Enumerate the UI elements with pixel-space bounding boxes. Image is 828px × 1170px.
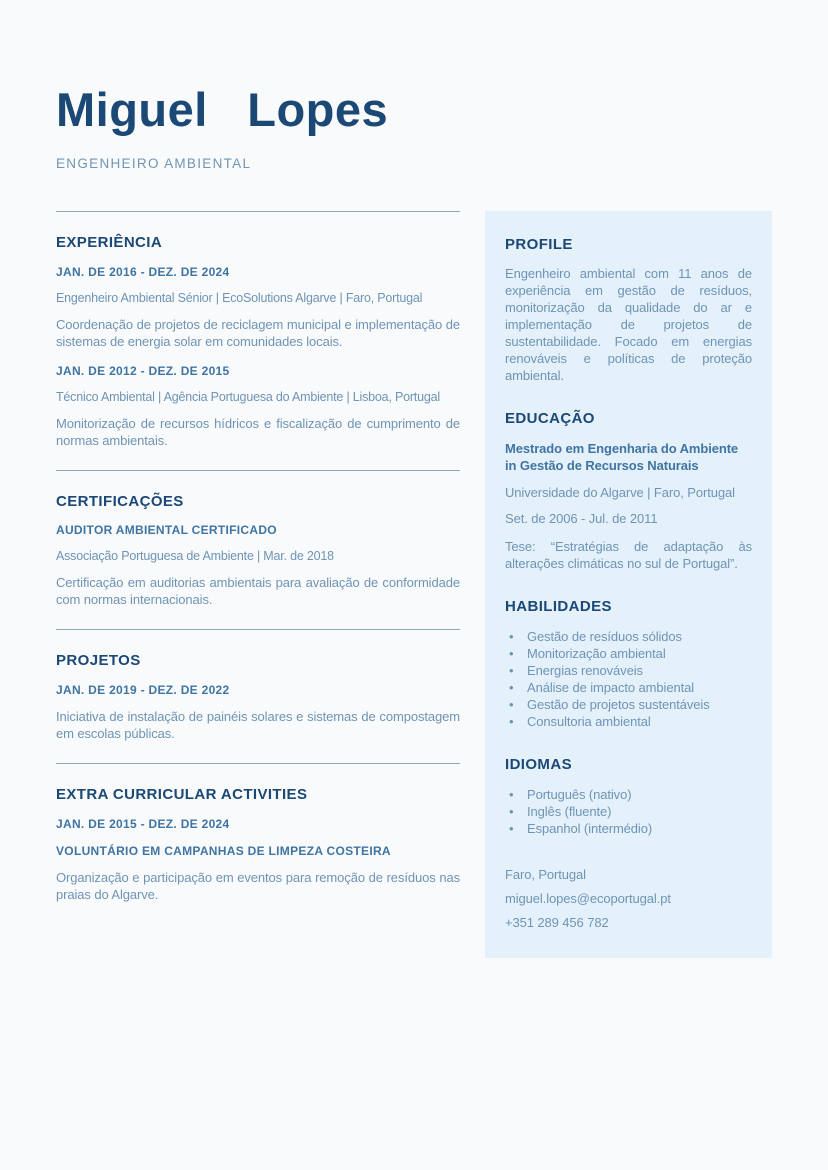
experience-entry <box>56 265 460 350</box>
entry-role: Técnico Ambiental | Agência Portuguesa do Ambiente | Lisboa, Portugal <box>56 390 440 404</box>
header <box>56 84 756 171</box>
skill-item: • Consultoria ambiental <box>509 713 752 730</box>
section-languages <box>505 756 752 837</box>
job-title: ENGENHEIRO AMBIENTAL <box>56 155 252 171</box>
education-heading: EDUCAÇÃO <box>505 410 595 427</box>
entry-description: Monitorização de recursos hídricos e fiscalização de cumprimento de normas ambientais. <box>56 416 460 448</box>
section-divider <box>56 629 460 630</box>
section-skills <box>505 598 752 730</box>
education-school: Universidade do Algarve | Faro, Portugal <box>505 485 735 500</box>
person-name: Miguel Lopes <box>56 83 389 136</box>
education-period: Set. de 2006 - Jul. de 2011 <box>505 511 658 526</box>
entry-period: JAN. DE 2016 - DEZ. DE 2024 <box>56 265 230 279</box>
extracurricular-heading: EXTRA CURRICULAR ACTIVITIES <box>56 786 308 803</box>
experience-heading: EXPERIÊNCIA <box>56 234 163 251</box>
certification-issuer: Associação Portuguesa de Ambiente | Mar. de 2018 <box>56 549 334 563</box>
profile-text: Engenheiro ambiental com 11 anos de experiência em gestão de resíduos, monitorização da qualidade do ar e implementação de projetos de sustentabilidade. Focado em energias renováveis e políticas de proteção ambiental. <box>505 266 752 383</box>
language-item: • Português (nativo) <box>509 786 752 803</box>
left-column <box>56 211 460 903</box>
contact-phone: +351 289 456 782 <box>505 915 609 930</box>
skill-item: • Análise de impacto ambiental <box>509 679 752 696</box>
section-profile <box>505 236 752 384</box>
entry-role: Engenheiro Ambiental Sénior | EcoSolutions Algarve | Faro, Portugal <box>56 291 423 305</box>
experience-entry <box>56 364 460 449</box>
section-extracurricular <box>56 786 460 903</box>
entry-period: JAN. DE 2012 - DEZ. DE 2015 <box>56 364 230 378</box>
section-projects <box>56 652 460 742</box>
skill-item: • Energias renováveis <box>509 662 752 679</box>
sidebar-panel <box>485 211 772 958</box>
skill-item: • Gestão de projetos sustentáveis <box>509 696 752 713</box>
projects-heading: PROJETOS <box>56 652 141 669</box>
project-period: JAN. DE 2019 - DEZ. DE 2022 <box>56 683 230 697</box>
skill-item: • Monitorização ambiental <box>509 645 752 662</box>
profile-heading: PROFILE <box>505 236 573 253</box>
certifications-heading: CERTIFICAÇÕES <box>56 493 184 510</box>
contact-email: miguel.lopes@ecoportugal.pt <box>505 891 671 906</box>
section-divider <box>56 763 460 764</box>
skills-list <box>505 628 752 730</box>
section-education <box>505 410 752 572</box>
section-experience <box>56 234 460 449</box>
entry-description: Coordenação de projetos de reciclagem municipal e implementação de sistemas de energia solar em comunidades locais. <box>56 317 460 349</box>
extracurricular-description: Organização e participação em eventos para remoção de resíduos nas praias do Algarve. <box>56 870 460 902</box>
languages-list <box>505 786 752 837</box>
project-description: Iniciativa de instalação de painéis solares e sistemas de compostagem em escolas públicas. <box>56 709 460 741</box>
certification-title: AUDITOR AMBIENTAL CERTIFICADO <box>56 523 277 537</box>
skill-item: • Gestão de resíduos sólidos <box>509 628 752 645</box>
education-degree: Mestrado em Engenharia do Ambiente in Gestão de Recursos Naturais <box>505 441 739 473</box>
language-item: • Inglês (fluente) <box>509 803 752 820</box>
section-certifications <box>56 493 460 608</box>
skills-heading: HABILIDADES <box>505 598 612 615</box>
section-divider <box>56 470 460 471</box>
contact-location: Faro, Portugal <box>505 867 586 882</box>
contact-block <box>505 867 752 930</box>
education-thesis: Tese: “Estratégias de adaptação às alterações climáticas no sul de Portugal”. <box>505 539 752 571</box>
header-divider <box>56 211 460 212</box>
languages-heading: IDIOMAS <box>505 756 572 773</box>
language-item: • Espanhol (intermédio) <box>509 820 752 837</box>
extracurricular-period: JAN. DE 2015 - DEZ. DE 2024 <box>56 817 230 831</box>
certification-description: Certificação em auditorias ambientais para avaliação de conformidade com normas internacionais. <box>56 575 460 607</box>
extracurricular-title: VOLUNTÁRIO EM CAMPANHAS DE LIMPEZA COSTEIRA <box>56 844 391 858</box>
